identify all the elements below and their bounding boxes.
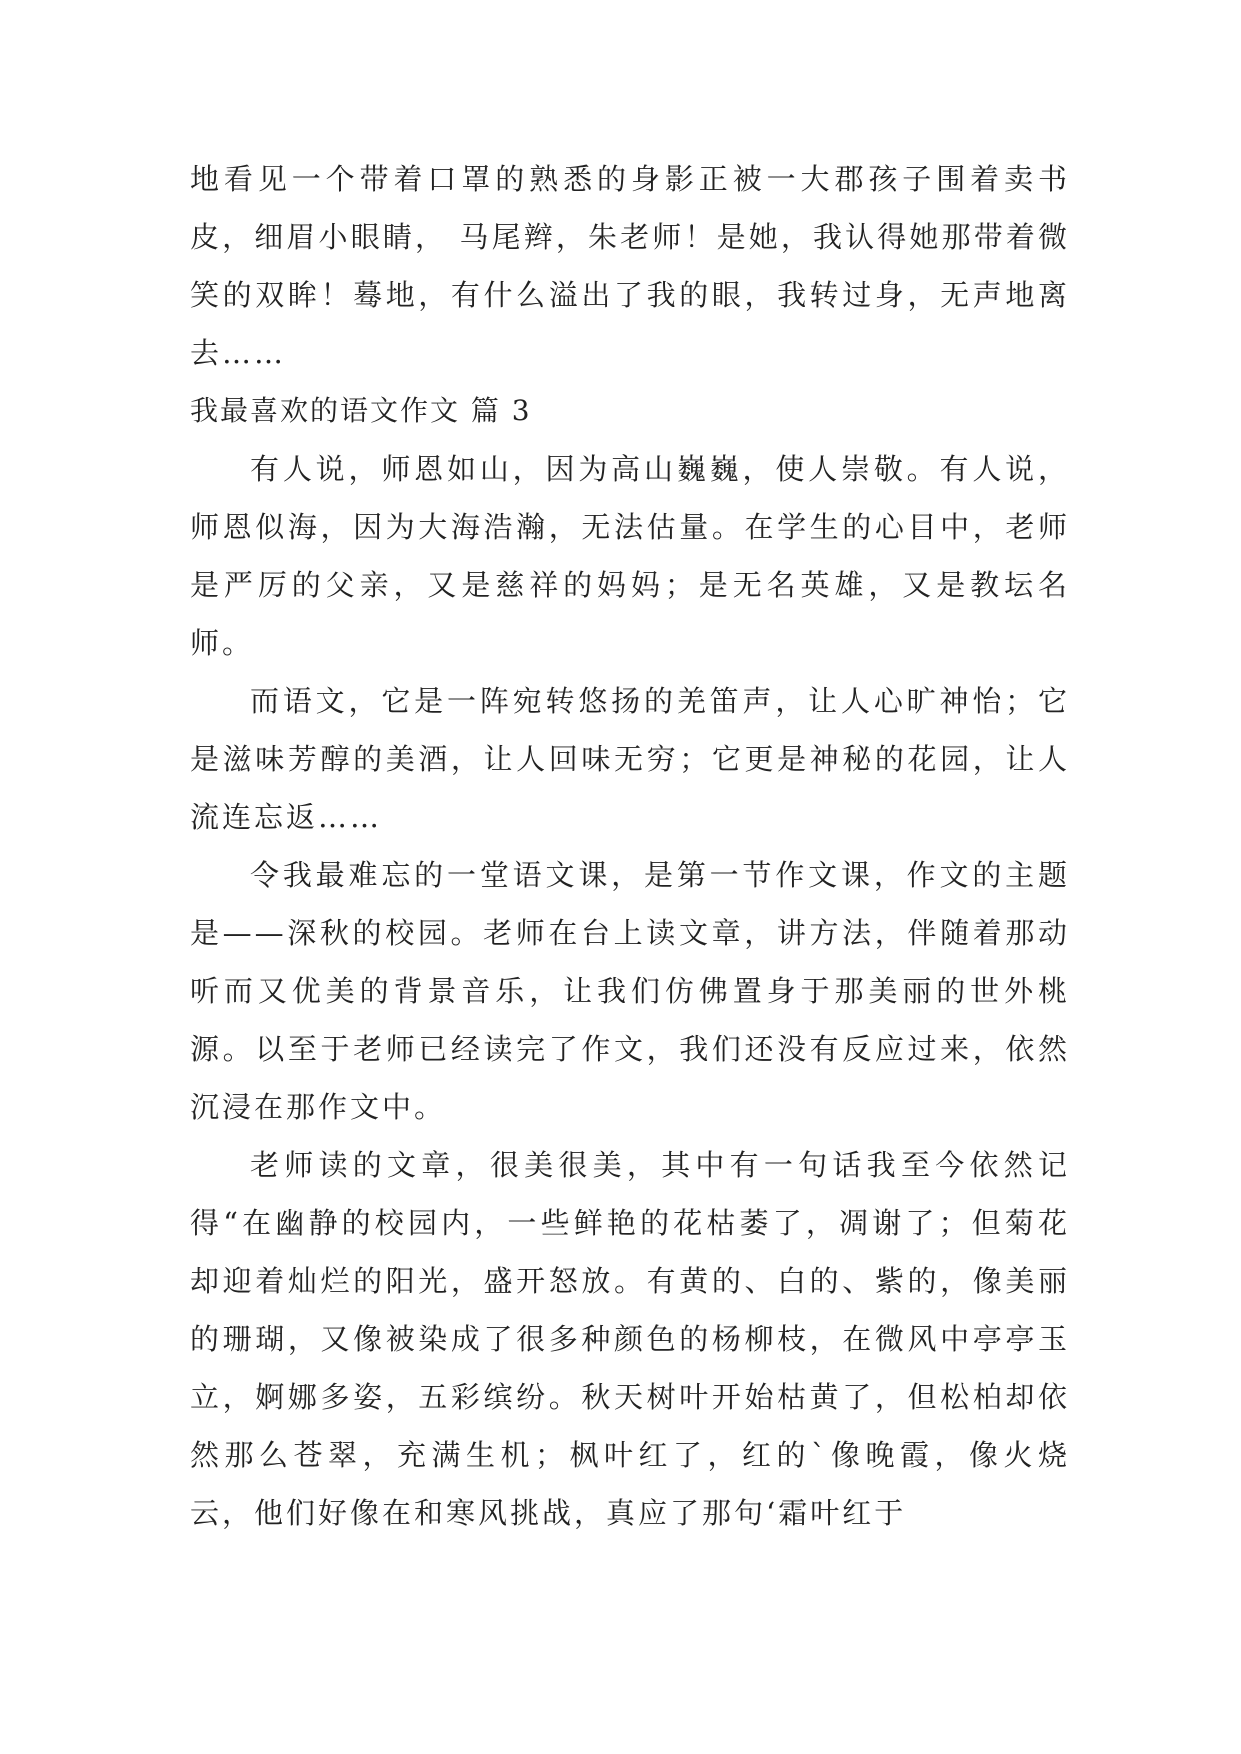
paragraph-3: 令我最难忘的一堂语文课，是第一节作文课，作文的主题是——深秋的校园。老师在台上读文章，讲方法，伴随着那动听而又优美的背景音乐，让我们仿佛置身于那美丽的世外桃源。以至于老师已经读完了作文，我们还没有反应过来，依然沉浸在那作文中。	[190, 858, 1070, 1124]
paragraph-4: 老师读的文章，很美很美，其中有一句话我至今依然记得“在幽静的校园内，一些鲜艳的花枯萎了，凋谢了；但菊花却迎着灿烂的阳光，盛开怒放。有黄的、白的、紫的，像美丽的珊瑚，又像被染成了很多种颜色的杨柳枝，在微风中亭亭玉立，婀娜多姿，五彩缤纷。秋天树叶开始枯黄了，但松柏却依然那么苍翠，充满生机；枫叶红了，红的`像晚霞，像火烧云，他们好像在和寒风挑战，真应了那句‘霜叶红于	[190, 1148, 1070, 1530]
section-title: 我最喜欢的语文作文 篇 3	[190, 394, 532, 427]
paragraph-2: 而语文，它是一阵宛转悠扬的羌笛声，让人心旷神怡；它是滋味芳醇的美酒，让人回味无穷；它更是神秘的花园，让人流连忘返……	[190, 684, 1070, 834]
document-body	[190, 150, 1070, 1542]
continuation-paragraph: 地看见一个带着口罩的熟悉的身影正被一大郡孩子围着卖书皮，细眉小眼睛， 马尾辫，朱老师！是她，我认得她那带着微笑的双眸！蓦地，有什么溢出了我的眼，我转过身，无声地离去……	[190, 162, 1070, 370]
paragraph-1: 有人说，师恩如山，因为高山巍巍，使人崇敬。有人说，师恩似海，因为大海浩瀚，无法估量。在学生的心目中，老师是严厉的父亲，又是慈祥的妈妈；是无名英雄，又是教坛名师。	[190, 452, 1070, 660]
